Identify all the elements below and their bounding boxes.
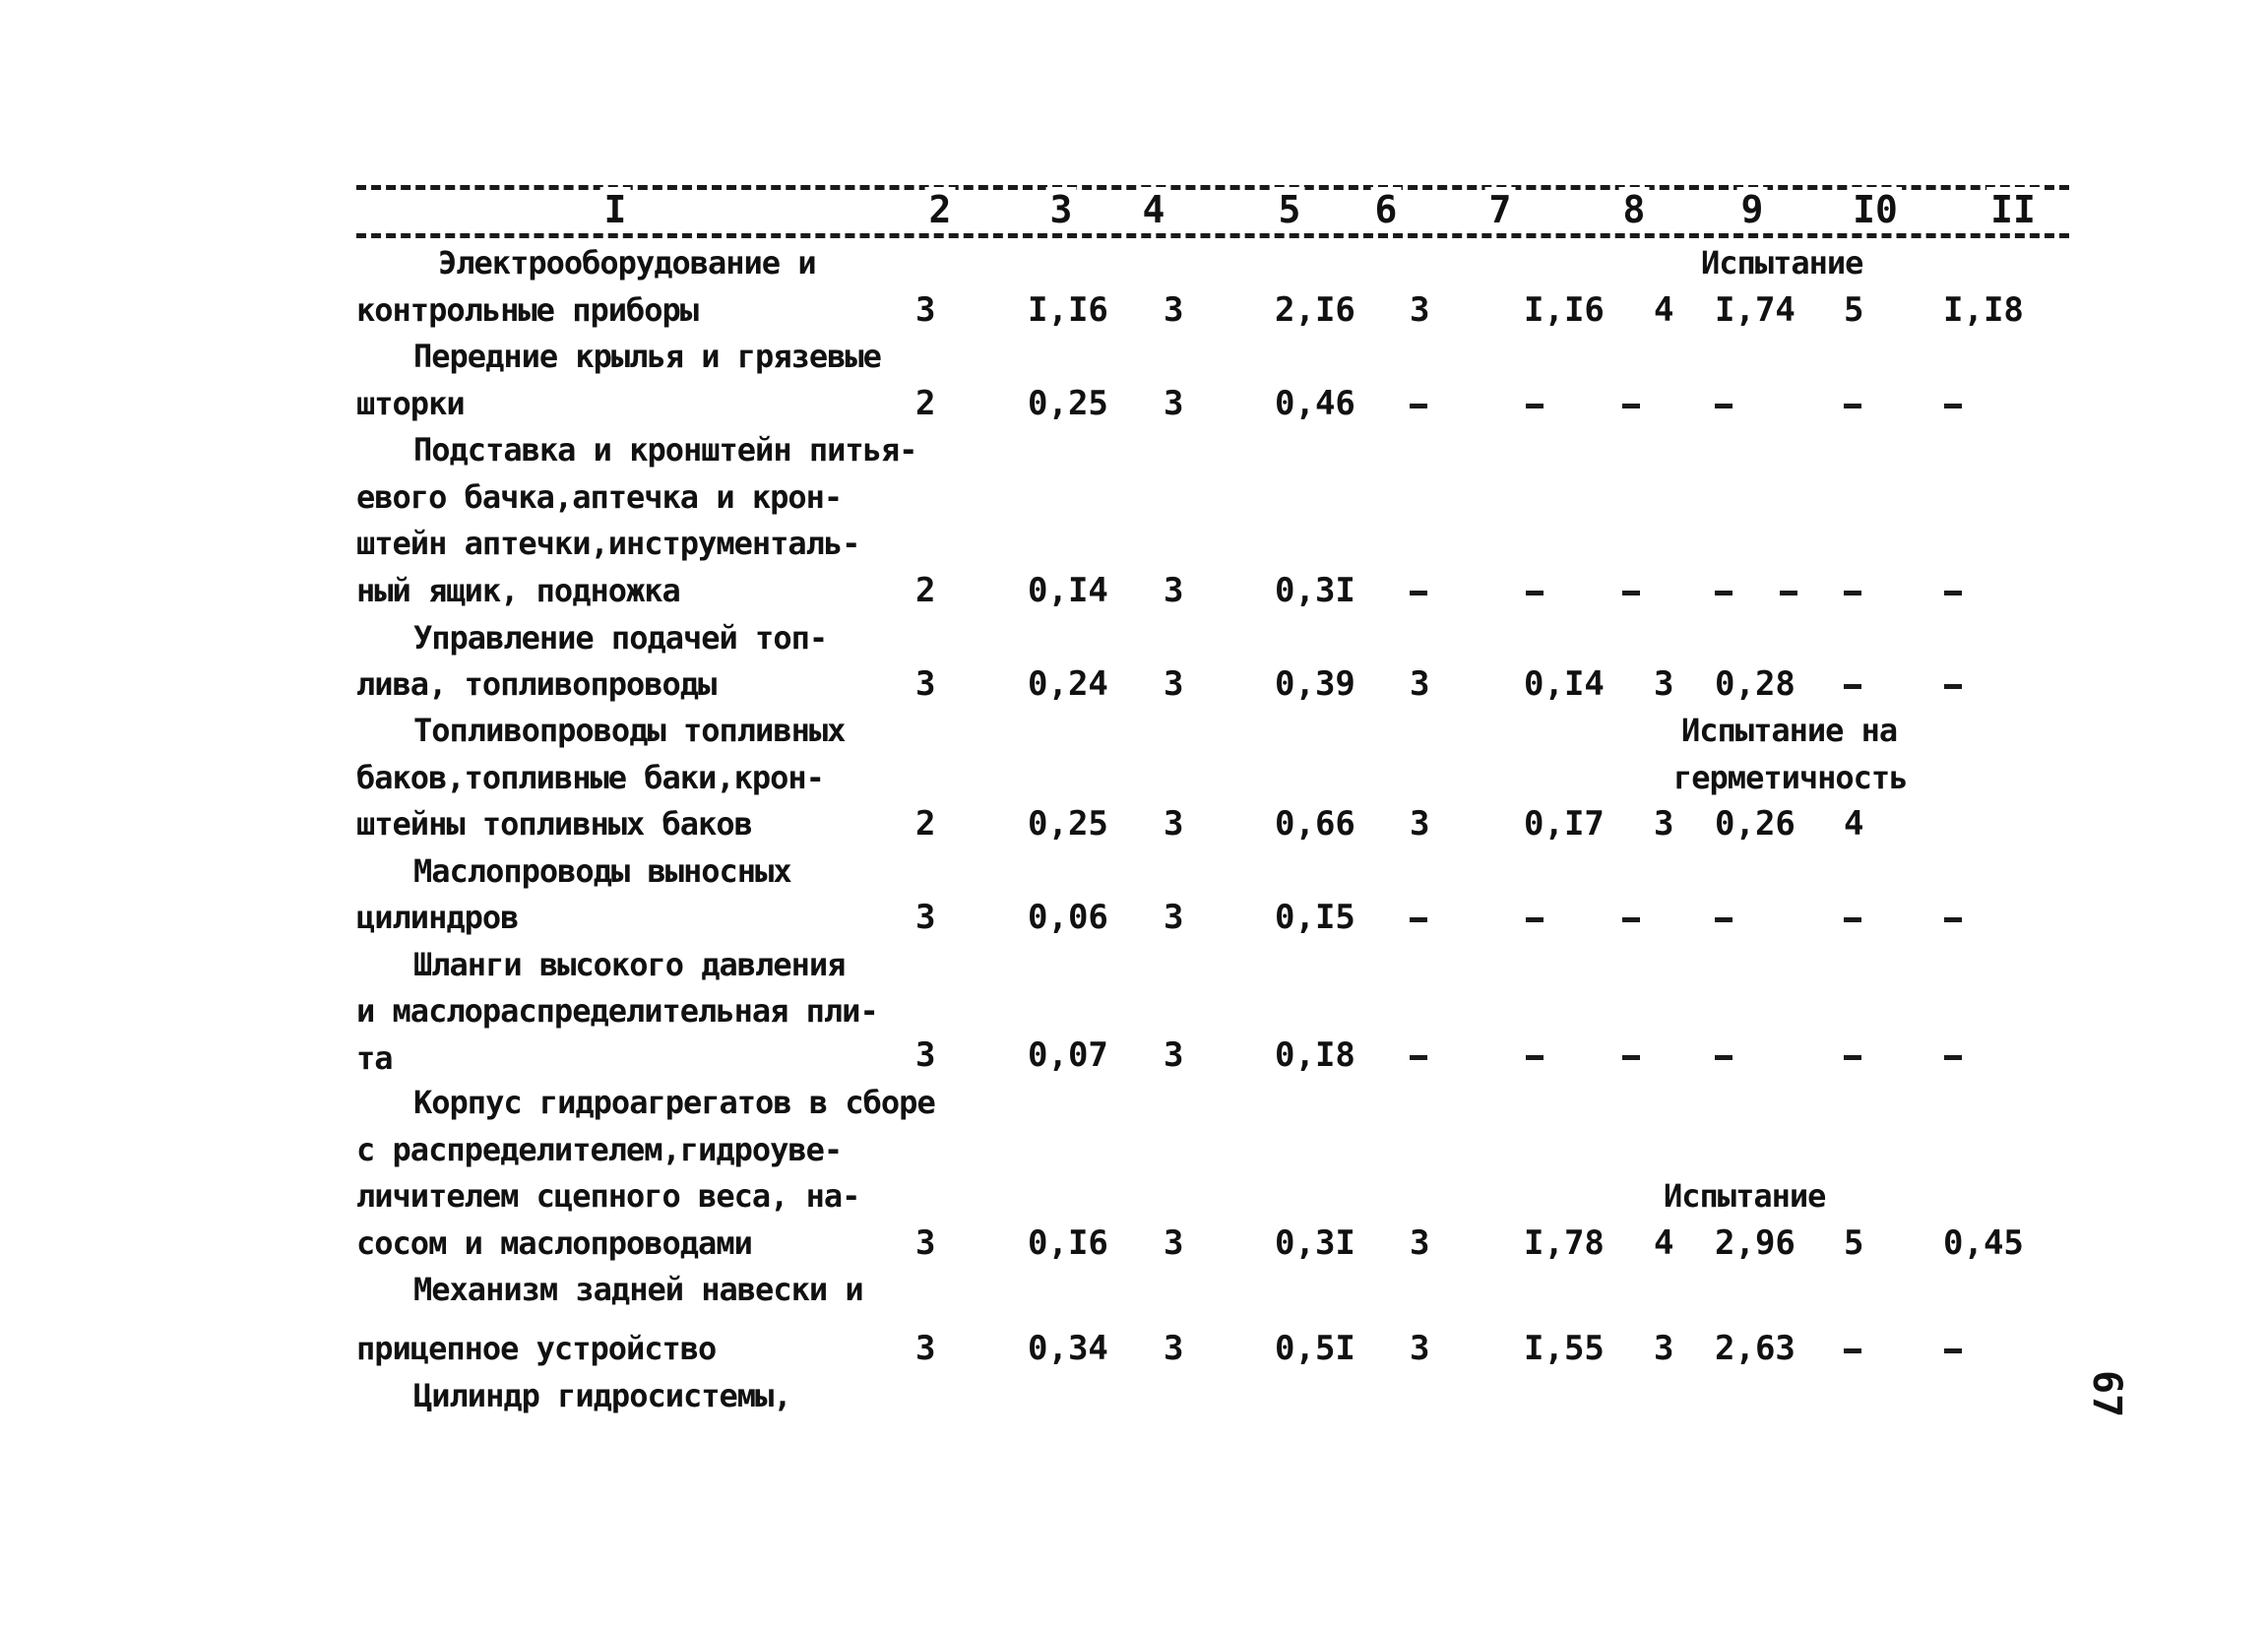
row-3-col-9: 0,28 [1715,664,1796,704]
row-1-col-4: 3 [1164,384,1184,423]
row-0-col-10: 5 [1844,290,1864,330]
row-4-col-6: 3 [1410,804,1430,844]
row-3-col-8: 3 [1654,664,1674,704]
row-8-col-6: 3 [1410,1329,1430,1368]
row-0-note: Испытание [1701,244,1863,282]
row-3-col-6: 3 [1410,664,1430,704]
row-3-col-10-dash [1844,684,1861,689]
row-0-col-6: 3 [1410,290,1430,330]
row-1-col-3: 0,25 [1028,384,1108,423]
row-0-col-5: 2,I6 [1275,290,1355,330]
row-2-line-2: штейн аптечки,инструменталь- [356,525,860,562]
row-8-col-2: 3 [915,1329,936,1368]
row-2-col-3: 0,I4 [1028,571,1108,610]
row-2-col-4: 3 [1164,571,1184,610]
row-0-col-11: I,I8 [1943,290,2024,330]
row-7-col-10: 5 [1844,1223,1864,1263]
row-6-line-0: Шланги высокого давления [413,946,846,983]
row-4-line-2: штейны топливных баков [356,805,752,843]
row-5-col-3: 0,06 [1028,898,1108,937]
row-7-line-1: с распределителем,гидроуве- [356,1131,843,1168]
row-6-col-4: 3 [1164,1035,1184,1075]
row-6-col-3: 0,07 [1028,1035,1108,1075]
row-3-line-0: Управление подачей топ- [413,619,828,657]
row-8-col-7: I,55 [1524,1329,1605,1368]
row-4-note-1: герметичность [1673,759,1908,796]
row-6-col-11-dash [1944,1055,1962,1060]
row-5-line-0: Маслопроводы выносных [413,852,791,890]
row-0-col-9: I,74 [1715,290,1796,330]
row-7-col-2: 3 [915,1223,936,1263]
row-1-line-1: шторки [356,385,465,422]
col-header-1: I [600,187,631,232]
row-2-col-5: 0,3I [1275,571,1355,610]
row-7-line-2: личителем сцепного веса, на- [356,1177,860,1215]
row-0-col-7: I,I6 [1524,290,1605,330]
row-6-line-2: та [356,1039,393,1077]
row-2-col-8-dash [1622,591,1640,595]
col-header-7: 7 [1485,187,1516,232]
row-8-line-1: прицепное устройство [356,1330,717,1367]
row-1-col-9-dash [1715,404,1732,408]
row-5-col-7-dash [1526,917,1544,922]
row-1-col-5: 0,46 [1275,384,1355,423]
row-3-col-5: 0,39 [1275,664,1355,704]
row-4-col-10: 4 [1844,804,1864,844]
row-4-col-2: 2 [915,804,936,844]
row-2-col-9b-dash [1780,591,1797,595]
row-2-line-1: евого бачка,аптечка и крон- [356,478,843,516]
row-9-line-0: Цилиндр гидросистемы, [413,1377,791,1414]
row-6-col-10-dash [1844,1055,1861,1060]
row-8-col-9: 2,63 [1715,1329,1796,1368]
page-number: 67 [2084,1370,2129,1418]
row-1-col-8-dash [1622,404,1640,408]
col-header-5: 5 [1275,187,1305,232]
row-2-col-10-dash [1844,591,1861,595]
row-4-col-8: 3 [1654,804,1674,844]
row-2-line-3: ный ящик, подножка [356,572,680,609]
row-4-col-5: 0,66 [1275,804,1355,844]
row-2-col-9a-dash [1715,591,1732,595]
row-5-col-11-dash [1944,917,1962,922]
row-5-col-10-dash [1844,917,1861,922]
row-4-col-3: 0,25 [1028,804,1108,844]
row-7-col-6: 3 [1410,1223,1430,1263]
row-7-col-5: 0,3I [1275,1223,1355,1263]
row-8-line-0: Механизм задней навески и [413,1271,863,1308]
row-1-col-6-dash [1410,404,1427,408]
row-3-line-1: лива, топливопроводы [356,665,717,703]
row-2-line-0: Подставка и кронштейн питья- [413,431,917,469]
row-0-col-8: 4 [1654,290,1674,330]
row-8-col-4: 3 [1164,1329,1184,1368]
row-8-col-8: 3 [1654,1329,1674,1368]
row-4-col-9: 0,26 [1715,804,1796,844]
row-3-col-11-dash [1944,684,1962,689]
row-4-col-4: 3 [1164,804,1184,844]
col-header-3: 3 [1046,187,1077,232]
row-5-col-9-dash [1715,917,1732,922]
row-2-col-7-dash [1526,591,1544,595]
row-7-col-11: 0,45 [1943,1223,2024,1263]
row-5-col-4: 3 [1164,898,1184,937]
row-5-col-2: 3 [915,898,936,937]
col-header-8: 8 [1619,187,1650,232]
row-2-col-2: 2 [915,571,936,610]
row-6-line-1: и маслораспределительная пли- [356,992,878,1030]
col-header-4: 4 [1139,187,1169,232]
row-1-col-2: 2 [915,384,936,423]
row-5-col-6-dash [1410,917,1427,922]
row-3-col-2: 3 [915,664,936,704]
row-0-col-4: 3 [1164,290,1184,330]
row-4-col-7: 0,I7 [1524,804,1605,844]
row-7-line-0: Корпус гидроагрегатов в сборе [413,1084,935,1121]
row-0-col-2: 3 [915,290,936,330]
row-1-col-10-dash [1844,404,1861,408]
row-4-note-0: Испытание на [1681,712,1898,749]
row-5-line-1: цилиндров [356,899,519,936]
row-7-col-9: 2,96 [1715,1223,1796,1263]
row-6-col-8-dash [1622,1055,1640,1060]
row-6-col-9-dash [1715,1055,1732,1060]
row-6-col-2: 3 [915,1035,936,1075]
row-8-col-10-dash [1844,1348,1861,1353]
row-5-col-8-dash [1622,917,1640,922]
row-7-col-4: 3 [1164,1223,1184,1263]
row-7-col-8: 4 [1654,1223,1674,1263]
row-0-line-1: контрольные приборы [356,291,699,329]
row-1-col-7-dash [1526,404,1544,408]
row-6-col-5: 0,I8 [1275,1035,1355,1075]
row-6-col-7-dash [1526,1055,1544,1060]
col-header-9: 9 [1737,187,1768,232]
row-8-col-11-dash [1944,1348,1962,1353]
row-0-col-3: I,I6 [1028,290,1108,330]
row-7-col-7: I,78 [1524,1223,1605,1263]
row-3-col-4: 3 [1164,664,1184,704]
row-1-col-11-dash [1944,404,1962,408]
row-7-col-3: 0,I6 [1028,1223,1108,1263]
col-header-6: 6 [1371,187,1402,232]
row-3-col-7: 0,I4 [1524,664,1605,704]
row-6-col-6-dash [1410,1055,1427,1060]
row-8-col-3: 0,34 [1028,1329,1108,1368]
row-7-note: Испытание [1664,1177,1826,1215]
col-header-11: II [1986,187,2040,232]
row-8-col-5: 0,5I [1275,1329,1355,1368]
row-1-line-0: Передние крылья и грязевые [413,338,881,375]
row-2-col-6-dash [1410,591,1427,595]
col-header-10: I0 [1849,187,1902,232]
row-4-line-1: баков,топливные баки,крон- [356,759,824,796]
row-2-col-11-dash [1944,591,1962,595]
col-header-2: 2 [925,187,956,232]
header-bottom-rule [356,233,2069,238]
row-3-col-3: 0,24 [1028,664,1108,704]
row-0-line-0: Электрооборудование и [438,244,816,282]
row-4-line-0: Топливопроводы топливных [413,712,846,749]
row-5-col-5: 0,I5 [1275,898,1355,937]
row-7-line-3: сосом и маслопроводами [356,1224,752,1262]
